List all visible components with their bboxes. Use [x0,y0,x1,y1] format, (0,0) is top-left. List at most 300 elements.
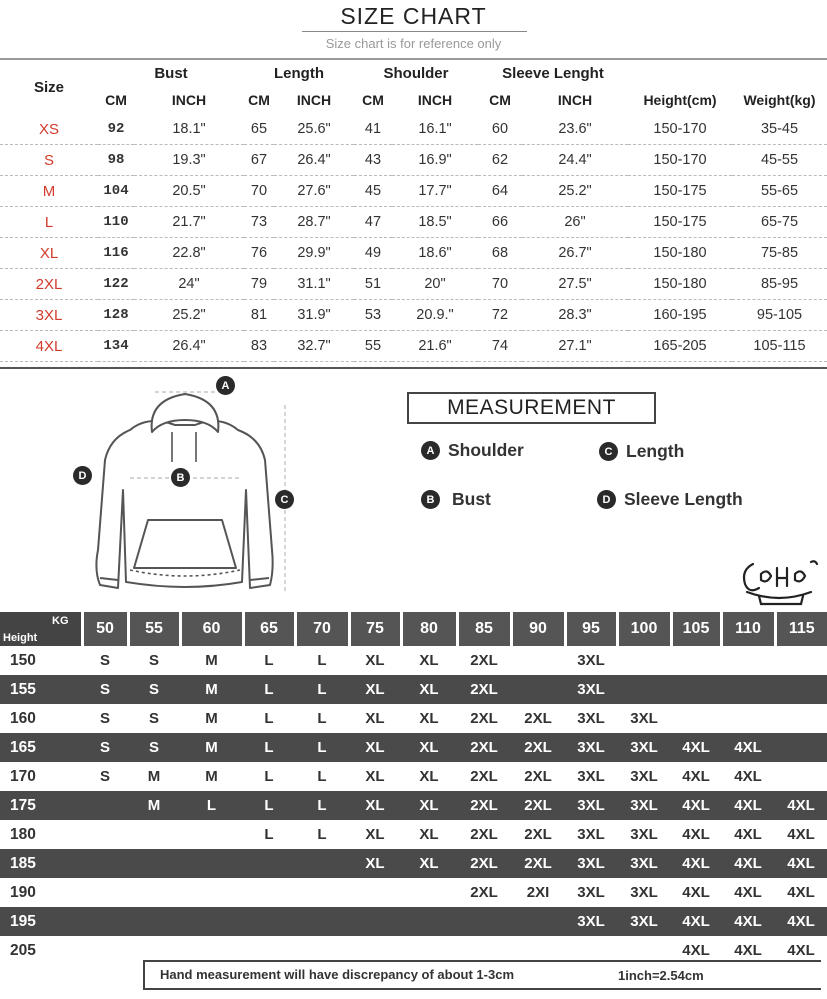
title-underline [302,31,527,32]
size-cell [349,907,401,936]
size-cell: 2XL [511,762,565,791]
size-cell [82,907,128,936]
size-cell: 128 [98,300,134,331]
size-cell: 4XL [671,878,721,907]
size-cell: M [180,733,243,762]
size-row [0,300,827,331]
height-label: 160 [0,704,82,733]
size-row [0,331,827,362]
size-cell [295,849,349,878]
size-cell: 62 [478,145,522,176]
legend-label: Bust [452,489,491,509]
size-cell: 3XL [617,878,671,907]
size-header: Size [33,78,64,96]
size-cell [401,907,457,936]
size-row [0,207,827,238]
size-cell: 2XL [511,791,565,820]
size-cell [82,820,128,849]
size-cell: 70 [244,176,274,207]
unit-header: INCH [557,92,593,108]
size-cell: XL [349,675,401,704]
weight-header: 50 [82,612,128,646]
size-cell: 3XL [617,820,671,849]
size-cell: 2XL [511,733,565,762]
size-cell: 104 [98,176,134,207]
size-cell: 85-95 [732,269,827,300]
legend-label: Sleeve Length [624,489,743,509]
size-cell [82,936,128,965]
marker-b: B [171,468,190,487]
legend-label: Shoulder [448,440,524,460]
size-cell: M [180,675,243,704]
size-recommendation-table [0,612,827,965]
size-cell: XL [349,791,401,820]
unit-header: CM [105,92,127,108]
size-cell: 150-170 [628,145,732,176]
size-cell: 4XL [671,733,721,762]
size-cell: XL [349,646,401,675]
size-cell: L [295,762,349,791]
size-cell: 68 [478,238,522,269]
size-cell: XL [401,791,457,820]
size-cell: XL [401,762,457,791]
unit-header: INCH [417,92,453,108]
size-cell: 4XL [671,791,721,820]
size-cell: 150-175 [628,176,732,207]
size-cell: 3XL [617,762,671,791]
size-cell [128,907,180,936]
size-cell: L [295,820,349,849]
size-cell: 18.5" [392,207,478,238]
weight-header: 75 [349,612,401,646]
size-cell: 81 [244,300,274,331]
size-cell: 2XL [457,878,511,907]
size-cell: 2XI [511,878,565,907]
size-cell [457,907,511,936]
size-cell: 51 [354,269,392,300]
size-cell: 4XL [775,820,827,849]
size-cell: 150-180 [628,238,732,269]
size-cell [671,675,721,704]
size-cell: 45 [354,176,392,207]
size-cell [295,907,349,936]
size-cell: M [180,646,243,675]
hoodie-diagram [60,370,310,610]
letter-d-icon: D [597,490,616,509]
size-cell: 19.3" [134,145,244,176]
weight-header: 85 [457,612,511,646]
size-cell: 27.1" [522,331,628,362]
size-cell: L [295,791,349,820]
size-cell: 2XL [457,762,511,791]
letter-a-icon: A [421,441,440,460]
brand-logo [737,556,822,608]
size-cell: L [295,675,349,704]
size-cell: S [128,675,180,704]
size-cell: 66 [478,207,522,238]
size-cell: 4XL [775,907,827,936]
size-cell: 22.8" [134,238,244,269]
size-cell: XL [349,820,401,849]
size-cell [180,820,243,849]
height-row [0,849,827,878]
size-cell: 26" [522,207,628,238]
size-label: 4XL [0,331,98,362]
size-cell: L [243,675,295,704]
size-cell: 2XL [457,704,511,733]
size-row [0,176,827,207]
size-cell: XL [349,849,401,878]
height-label: 180 [0,820,82,849]
height-row [0,675,827,704]
legend-shoulder [421,440,524,461]
group-header-shoulder: Shoulder [383,64,449,82]
size-label: L [0,207,98,238]
size-cell [617,675,671,704]
size-cell [617,646,671,675]
size-cell: 25.2" [522,176,628,207]
size-cell: 4XL [775,849,827,878]
size-cell [775,704,827,733]
size-cell: 17.7" [392,176,478,207]
size-cell: 3XL [617,704,671,733]
size-cell: 35-45 [732,114,827,145]
size-cell [511,646,565,675]
height-row [0,762,827,791]
size-cell: 45-55 [732,145,827,176]
size-cell: 47 [354,207,392,238]
letter-b-icon: B [421,490,440,509]
size-cell [775,733,827,762]
height-label: 195 [0,907,82,936]
size-cell: 49 [354,238,392,269]
size-cell: 4XL [721,820,775,849]
unit-header: INCH [296,92,332,108]
size-label: XS [0,114,98,145]
size-cell [349,878,401,907]
weight-header: 70 [295,612,349,646]
corner-header [0,612,82,646]
size-cell: 3XL [565,646,617,675]
weight-header: 55 [128,612,180,646]
letter-c-icon: C [599,442,618,461]
size-label: M [0,176,98,207]
size-cell: 95-105 [732,300,827,331]
size-cell: S [128,704,180,733]
size-cell [671,704,721,733]
size-cell: XL [401,849,457,878]
size-cell: 29.9" [274,238,354,269]
size-cell: 25.2" [134,300,244,331]
size-cell: 65-75 [732,207,827,238]
height-row [0,907,827,936]
size-cell: S [82,733,128,762]
weight-header: 90 [511,612,565,646]
size-cell: 3XL [565,675,617,704]
weight-header: 80 [401,612,457,646]
size-cell: 26.7" [522,238,628,269]
size-cell [128,878,180,907]
size-cell: 16.1" [392,114,478,145]
group-header-bust: Bust [154,64,188,82]
size-cell: XL [401,675,457,704]
size-cell [243,878,295,907]
size-cell: L [243,704,295,733]
size-cell [180,907,243,936]
size-cell: L [243,646,295,675]
size-cell: 3XL [617,791,671,820]
height-label: 165 [0,733,82,762]
unit-header: CM [248,92,270,108]
size-cell [671,646,721,675]
size-cell: 4XL [671,907,721,936]
size-cell: L [243,791,295,820]
height-row [0,820,827,849]
size-cell: 74 [478,331,522,362]
size-cell: 3XL [617,733,671,762]
size-cell: 2XL [511,849,565,878]
size-cell: 79 [244,269,274,300]
size-cell [243,849,295,878]
size-cell: XL [349,733,401,762]
size-cell: S [128,733,180,762]
size-cell [180,878,243,907]
size-cell: 55-65 [732,176,827,207]
size-cell: M [180,704,243,733]
marker-c: C [275,490,294,509]
size-cell: M [128,791,180,820]
size-cell: 105-115 [732,331,827,362]
size-cell: 3XL [565,762,617,791]
page-subtitle: Size chart is for reference only [325,36,502,51]
size-cell: 18.1" [134,114,244,145]
size-cell: 3XL [565,878,617,907]
legend-label: Length [626,441,685,461]
size-cell: L [180,791,243,820]
weight-header-row [0,612,827,646]
size-cell [82,849,128,878]
size-cell: 134 [98,331,134,362]
size-cell: 76 [244,238,274,269]
size-cell: 4XL [721,936,775,965]
size-cell: 31.9" [274,300,354,331]
size-cell: M [180,762,243,791]
size-cell: XL [401,733,457,762]
size-cell: 67 [244,145,274,176]
group-header-sleeve: Sleeve Lenght [502,64,604,82]
size-cell: 2XL [457,820,511,849]
size-cell: 3XL [565,849,617,878]
size-cell [511,907,565,936]
size-table-unit-row [0,86,827,114]
size-cell: 4XL [721,878,775,907]
size-cell: S [82,646,128,675]
size-cell: 24" [134,269,244,300]
size-cell: 24.4" [522,145,628,176]
height-label: 205 [0,936,82,965]
size-cell: 150-175 [628,207,732,238]
size-cell [180,849,243,878]
size-cell: 27.5" [522,269,628,300]
size-cell: 3XL [565,791,617,820]
size-cell: 4XL [721,907,775,936]
size-cell: 75-85 [732,238,827,269]
size-table-bottom-rule [0,367,827,369]
size-cell [775,646,827,675]
size-cell: 28.7" [274,207,354,238]
size-cell: 4XL [775,878,827,907]
size-label: XL [0,238,98,269]
height-label: 170 [0,762,82,791]
size-cell: 41 [354,114,392,145]
size-cell: 18.6" [392,238,478,269]
size-cell: 83 [244,331,274,362]
size-cell: 16.9" [392,145,478,176]
size-cell: S [82,704,128,733]
kg-label: KG [52,615,69,627]
size-cell: 4XL [775,936,827,965]
size-cell [128,849,180,878]
height-label: Height [3,632,38,644]
size-label: S [0,145,98,176]
size-cell: 150-180 [628,269,732,300]
size-cell: 3XL [565,733,617,762]
size-cell: 53 [354,300,392,331]
size-cell: S [128,646,180,675]
size-cell [775,675,827,704]
size-row [0,269,827,300]
size-cell: 2XL [457,849,511,878]
size-row [0,114,827,145]
size-cell: 21.6" [392,331,478,362]
size-row [0,145,827,176]
size-label: 3XL [0,300,98,331]
legend-length [599,441,684,462]
size-cell [511,675,565,704]
size-cell: 28.3" [522,300,628,331]
size-cell: S [82,762,128,791]
size-cell: 4XL [721,791,775,820]
size-cell: L [243,820,295,849]
unit-header: CM [489,92,511,108]
size-table [0,60,827,362]
weight-header: 65 [243,612,295,646]
size-cell: 73 [244,207,274,238]
weight-header: 110 [721,612,775,646]
size-cell: 4XL [775,791,827,820]
height-label: 150 [0,646,82,675]
size-cell: 4XL [721,849,775,878]
size-cell [401,878,457,907]
size-cell [721,646,775,675]
size-cell: 31.1" [274,269,354,300]
weight-header: 105 [671,612,721,646]
size-cell [775,762,827,791]
size-cell: L [243,762,295,791]
size-cell: 21.7" [134,207,244,238]
size-cell: M [128,762,180,791]
size-cell: 55 [354,331,392,362]
size-cell: 2XL [457,733,511,762]
size-cell: 3XL [565,820,617,849]
marker-d: D [73,466,92,485]
size-cell: 4XL [721,733,775,762]
weight-header: 95 [565,612,617,646]
size-cell: S [82,675,128,704]
size-cell: 98 [98,145,134,176]
size-cell: 2XL [511,704,565,733]
size-row [0,238,827,269]
page-title: SIZE CHART [340,3,487,29]
unit-header: CM [362,92,384,108]
size-cell: 4XL [671,936,721,965]
size-cell: 2XL [457,646,511,675]
size-table-group-row [0,60,827,86]
size-cell: 20.9." [392,300,478,331]
footer-conversion: 1inch=2.54cm [618,968,704,983]
size-cell [721,675,775,704]
size-cell: 2XL [511,820,565,849]
size-cell: 4XL [721,762,775,791]
size-cell: XL [401,704,457,733]
size-cell [721,704,775,733]
size-cell: 64 [478,176,522,207]
size-cell: 150-170 [628,114,732,145]
size-cell: 3XL [617,907,671,936]
size-cell: 4XL [671,762,721,791]
size-cell: 92 [98,114,134,145]
legend-bust [421,489,491,510]
height-label: 155 [0,675,82,704]
height-label: 185 [0,849,82,878]
size-cell: XL [401,646,457,675]
size-cell: XL [349,762,401,791]
size-cell: 25.6" [274,114,354,145]
size-cell: XL [401,820,457,849]
size-cell [82,791,128,820]
size-cell: 110 [98,207,134,238]
size-cell [128,820,180,849]
size-cell: 70 [478,269,522,300]
height-label: 175 [0,791,82,820]
unit-header: Height(cm) [643,92,717,108]
marker-a: A [216,376,235,395]
size-cell: 3XL [617,849,671,878]
size-cell: 4XL [671,849,721,878]
size-cell: 165-205 [628,331,732,362]
size-cell: 26.4" [134,331,244,362]
size-cell: 23.6" [522,114,628,145]
weight-header: 100 [617,612,671,646]
size-cell: L [295,733,349,762]
size-label: 2XL [0,269,98,300]
size-cell: XL [349,704,401,733]
height-row [0,791,827,820]
size-cell [295,878,349,907]
size-cell: 60 [478,114,522,145]
size-cell: 72 [478,300,522,331]
weight-header: 60 [180,612,243,646]
legend-sleeve [597,489,743,510]
size-cell: 65 [244,114,274,145]
size-cell: 20" [392,269,478,300]
size-cell: 160-195 [628,300,732,331]
group-header-length: Length [274,64,324,82]
height-row [0,704,827,733]
size-cell: L [243,733,295,762]
size-cell: 116 [98,238,134,269]
height-row [0,878,827,907]
